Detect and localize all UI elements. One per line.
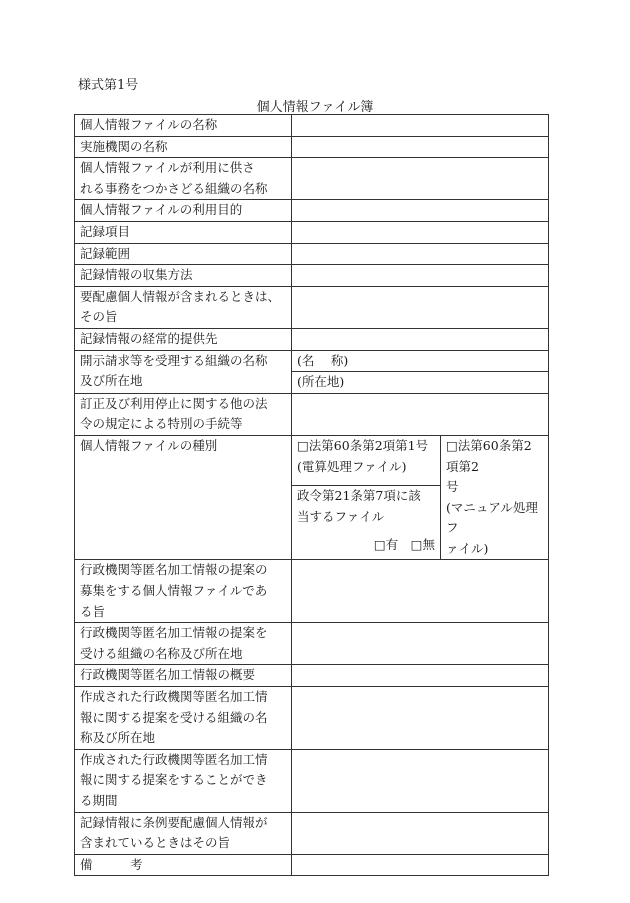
value-cell-record-items[interactable]	[292, 221, 549, 243]
value-cell-purpose[interactable]	[292, 200, 549, 222]
table-row	[75, 435, 549, 485]
value-cell-anon-overview[interactable]	[292, 665, 549, 687]
row-label-anon-created-period: 作成された行政機関等匿名加工情 報に関する提案をすることができ る期間	[75, 749, 292, 812]
row-label-ordinance-sensitive: 記録情報に条例要配慮個人情報が 含まれているときはその旨	[75, 812, 292, 854]
type-manual-checkbox[interactable]: □法第60条第2項第2 号 (マニュアル処理フ ァイル)	[441, 435, 549, 560]
value-cell-anon-created-period[interactable]	[292, 749, 549, 812]
row-label-anon-created-org: 作成された行政機関等匿名加工情 報に関する提案を受ける組織の名 称及び所在地	[75, 687, 292, 750]
row-label-agency-name: 実施機関の名称	[75, 136, 292, 158]
row-label-special-procedures: 訂正及び利用停止に関する他の法 令の規定による特別の手続等	[75, 393, 292, 435]
row-label-sensitive-info: 要配慮個人情報が含まれるときは、 その旨	[75, 286, 292, 328]
row-label-file-type: 個人情報ファイルの種別	[75, 435, 292, 560]
value-cell-file-name[interactable]	[292, 115, 549, 137]
type-ordinance-label: 政令第21条第7項に該 当するファイル	[292, 485, 441, 534]
row-label-purpose: 個人情報ファイルの利用目的	[75, 200, 292, 222]
row-label-remarks	[75, 854, 292, 876]
row-label-disclosure-org: 開示請求等を受理する組織の名称 及び所在地	[75, 350, 292, 393]
value-cell-anon-proposal-recruit[interactable]	[292, 560, 549, 623]
table-row	[75, 665, 549, 687]
disclosure-name-field[interactable]: (名 称)	[292, 350, 549, 372]
table-row	[75, 350, 549, 372]
form-number: 様式第1号	[78, 78, 139, 93]
disclosure-address-field[interactable]: (所在地)	[292, 372, 549, 394]
table-row	[75, 265, 549, 287]
value-cell-anon-created-org[interactable]	[292, 687, 549, 750]
table-row	[75, 286, 549, 328]
table-row	[75, 115, 549, 137]
value-cell-record-scope[interactable]	[292, 243, 549, 265]
table-row	[75, 623, 549, 665]
row-label-org-in-charge: 個人情報ファイルが利用に供さ れる事務をつかさどる組織の名称	[75, 158, 292, 200]
table-row	[75, 200, 549, 222]
row-label-regular-recipients: 記録情報の経常的提供先	[75, 328, 292, 350]
table-row	[75, 560, 549, 623]
table-row	[75, 243, 549, 265]
row-label-anon-proposal-recruit: 行政機関等匿名加工情報の提案の 募集をする個人情報ファイルであ る旨	[75, 560, 292, 623]
table-row	[75, 812, 549, 854]
row-label-anon-proposal-org: 行政機関等匿名加工情報の提案を 受ける組織の名称及び所在地	[75, 623, 292, 665]
remarks-char-1: 備	[80, 856, 93, 872]
row-label-collection-method: 記録情報の収集方法	[75, 265, 292, 287]
value-cell-regular-recipients[interactable]	[292, 328, 549, 350]
type-ordinance-checkboxes[interactable]: □有 □無	[292, 535, 441, 560]
value-cell-special-procedures[interactable]	[292, 393, 549, 435]
form-title: 個人情報ファイル簿	[256, 100, 374, 115]
row-label-record-items: 記録項目	[75, 221, 292, 243]
value-cell-anon-proposal-org[interactable]	[292, 623, 549, 665]
table-row	[75, 687, 549, 750]
table-row	[75, 749, 549, 812]
table-row	[75, 158, 549, 200]
remarks-char-2: 考	[130, 856, 143, 872]
row-label-file-name: 個人情報ファイルの名称	[75, 115, 292, 137]
table-row	[75, 328, 549, 350]
value-cell-agency-name[interactable]	[292, 136, 549, 158]
value-cell-org-in-charge[interactable]	[292, 158, 549, 200]
value-cell-ordinance-sensitive[interactable]	[292, 812, 549, 854]
value-cell-sensitive-info[interactable]	[292, 286, 549, 328]
row-label-record-scope: 記録範囲	[75, 243, 292, 265]
value-cell-remarks[interactable]	[292, 854, 549, 876]
table-row	[75, 854, 549, 876]
register-table	[74, 114, 549, 876]
type-electronic-checkbox[interactable]: □法第60条第2項第1号 (電算処理ファイル)	[292, 435, 441, 485]
table-row	[75, 221, 549, 243]
value-cell-collection-method[interactable]	[292, 265, 549, 287]
table-row	[75, 136, 549, 158]
row-label-anon-overview: 行政機関等匿名加工情報の概要	[75, 665, 292, 687]
table-row	[75, 393, 549, 435]
